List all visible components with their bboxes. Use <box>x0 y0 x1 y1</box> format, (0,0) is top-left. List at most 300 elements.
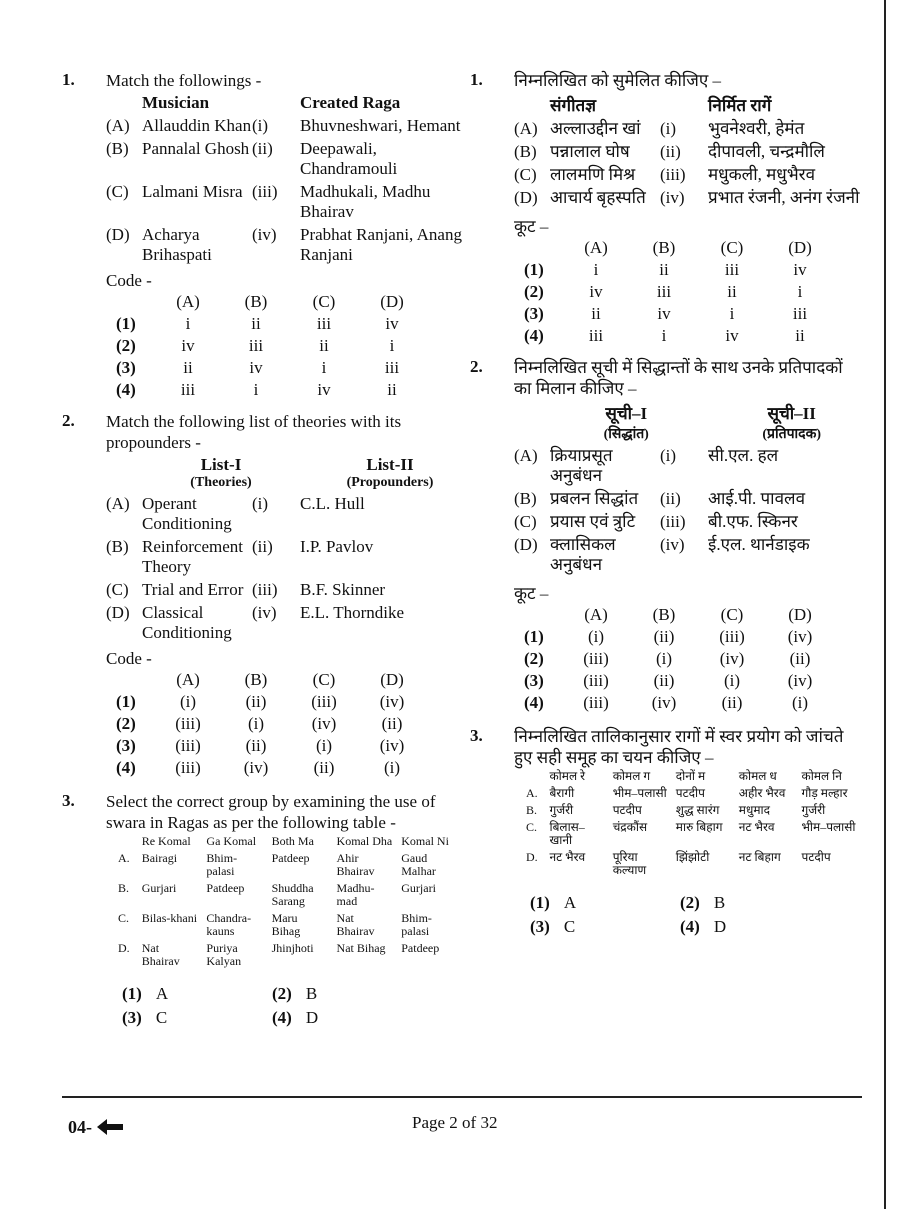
code-cell: (C) <box>720 238 744 257</box>
row-key: (C) <box>514 165 537 184</box>
row-roman: (ii) <box>660 142 681 161</box>
code-cell: ii <box>387 380 397 399</box>
match-rows <box>62 116 462 265</box>
raga-row <box>522 849 860 879</box>
code-cell: (i) <box>587 627 605 646</box>
row-key: (A) <box>514 446 538 465</box>
row-roman: (iv) <box>660 188 685 207</box>
raga-cell: गुर्जरी <box>801 803 826 817</box>
raga-cell: पटदीप <box>612 803 642 817</box>
code-cell: i <box>321 358 327 377</box>
answer-option <box>272 1008 422 1028</box>
row-key: (A) <box>106 116 130 135</box>
list-headers <box>106 455 462 491</box>
row-roman: (iv) <box>252 603 277 622</box>
code-cell: (2) <box>116 714 136 733</box>
code-cell: iii <box>724 260 740 279</box>
code-cell: (i) <box>383 758 401 777</box>
raga-table <box>522 768 860 879</box>
raga-cell: नट बिहाग <box>738 850 781 864</box>
answer-option <box>530 917 680 937</box>
footer-divider <box>62 1096 862 1098</box>
code-cell: (iv) <box>379 736 405 755</box>
question-3-en <box>62 791 462 1028</box>
match-headers <box>514 93 860 116</box>
code-cell: (B) <box>244 292 268 311</box>
code-cell: (ii) <box>789 649 811 668</box>
code-cell: (B) <box>652 605 676 624</box>
code-cell: (i) <box>723 671 741 690</box>
match-row <box>106 603 462 643</box>
code-table <box>524 237 834 347</box>
raga-cell: C. <box>526 820 538 834</box>
question-text: निम्नलिखित को सुमेलित कीजिए – <box>514 71 722 90</box>
row-item: Acharya Brihaspati <box>142 225 212 264</box>
raga-cell: मधुमाद <box>738 803 771 817</box>
raga-cell: Nat Bhairav <box>336 911 375 938</box>
question-text: निम्नलिखित तालिकानुसार रागों में स्वर प्रयोग को जांचते हुए सही समूह का चयन कीजिए – <box>514 727 844 767</box>
answer-option <box>530 893 680 913</box>
code-row <box>524 303 834 325</box>
code-cell: (2) <box>524 282 544 301</box>
option-value: D <box>713 917 727 936</box>
code-cell: (B) <box>652 238 676 257</box>
raga-cell: पूरिया कल्याण <box>612 850 647 877</box>
match-row <box>106 139 462 179</box>
row-match: दीपावली, चन्द्रमौलि <box>708 142 825 161</box>
code-row <box>524 259 834 281</box>
raga-cell: नट भैरव <box>738 820 775 834</box>
row-item: पन्नालाल घोष <box>550 142 630 161</box>
row-match: सी.एल. हल <box>708 446 779 465</box>
option-value: B <box>713 893 726 912</box>
row-key: (D) <box>514 188 538 207</box>
question-2-hi <box>470 357 860 714</box>
left-arrow-icon <box>97 1119 123 1135</box>
raga-cell: गुर्जरी <box>549 803 574 817</box>
row-match: भुवनेश्वरी, हेमंत <box>708 119 805 138</box>
match-rows <box>62 494 462 643</box>
option-number: (4) <box>680 917 700 936</box>
list-headers <box>514 401 860 443</box>
raga-cell: Patdeep <box>401 941 440 955</box>
code-table <box>116 669 426 779</box>
code-cell: iii <box>248 336 264 355</box>
code-header-row <box>116 291 426 313</box>
list-b-head: निर्मित रागें <box>708 96 772 115</box>
question-text: Match the following list of theories with its propounders - <box>106 412 402 452</box>
code-cell: (1) <box>116 692 136 711</box>
match-row <box>514 188 860 208</box>
list-i-subtitle: (सिद्धांत) <box>603 427 649 442</box>
list-a-head: Musician <box>142 93 210 112</box>
raga-cell: D. <box>118 941 130 955</box>
code-table <box>116 291 426 401</box>
raga-cell: गौड़ मल्हार <box>801 786 848 800</box>
code-cell: iv <box>657 304 671 323</box>
code-cell: (iv) <box>787 627 813 646</box>
row-match: मधुकली, मधुभैरव <box>708 165 816 184</box>
code-cell: (ii) <box>653 671 675 690</box>
code-cell <box>524 237 562 259</box>
raga-row <box>522 819 860 849</box>
raga-header-row <box>114 833 462 850</box>
code-cell: (ii) <box>245 736 267 755</box>
row-roman: (i) <box>252 494 269 513</box>
row-key: (B) <box>106 537 129 556</box>
row-item: आचार्य बृहस्पति <box>550 188 646 207</box>
option-number: (3) <box>530 917 550 936</box>
list-i-head <box>142 455 300 491</box>
code-cell: iv <box>793 260 807 279</box>
code-cell: (i) <box>315 736 333 755</box>
raga-header-cell: कोमल ग <box>612 769 651 783</box>
row-roman: (ii) <box>252 537 273 556</box>
question-2-en <box>62 411 462 779</box>
option-value: B <box>305 984 318 1003</box>
question-number: 3. <box>62 791 75 810</box>
code-cell: (1) <box>116 314 136 333</box>
list-ii-head <box>320 455 460 491</box>
answer-option <box>680 893 830 913</box>
code-cell: i <box>253 380 259 399</box>
answer-options <box>530 893 860 937</box>
list-ii-head <box>723 401 860 443</box>
row-roman: (ii) <box>252 139 273 158</box>
code-cell: (C) <box>720 605 744 624</box>
row-item: प्रयास एवं त्रुटि <box>550 512 636 531</box>
option-number: (1) <box>530 893 550 912</box>
code-cell: (1) <box>524 627 544 646</box>
code-cell: iv <box>725 326 739 345</box>
code-cell: i <box>661 326 667 345</box>
code-cell: (iv) <box>379 692 405 711</box>
code-cell: (A) <box>584 605 608 624</box>
code-cell: i <box>389 336 395 355</box>
match-row <box>514 446 860 486</box>
raga-cell: Patdeep <box>206 881 245 895</box>
code-cell: (3) <box>524 671 544 690</box>
raga-cell: भीम–पलासी <box>801 820 856 834</box>
row-key: (B) <box>514 489 537 508</box>
raga-cell: चंद्रकौंस <box>612 820 648 834</box>
raga-cell: Nat Bhairav <box>141 941 180 968</box>
list-ii-title: List-II <box>366 455 414 474</box>
page-edge-line <box>884 0 886 1209</box>
code-cell: iv <box>385 314 399 333</box>
row-match: ई.एल. थार्नडाइक <box>708 535 810 554</box>
row-item: प्रबलन सिद्धांत <box>550 489 639 508</box>
raga-cell: अहीर भैरव <box>738 786 786 800</box>
code-row <box>116 357 426 379</box>
answer-option <box>272 984 422 1004</box>
code-cell: (4) <box>524 693 544 712</box>
raga-cell: Madhu-mad <box>336 881 375 908</box>
code-row <box>116 313 426 335</box>
code-row <box>524 692 834 714</box>
question-number: 2. <box>470 357 483 376</box>
code-cell: (iv) <box>719 649 745 668</box>
code-cell: (A) <box>584 238 608 257</box>
code-cell <box>524 604 562 626</box>
match-row <box>106 494 462 534</box>
code-cell: i <box>729 304 735 323</box>
row-item: क्लासिकल अनुबंधन <box>550 535 616 574</box>
code-cell: (B) <box>244 670 268 689</box>
raga-header-cell: कोमल नि <box>801 769 842 783</box>
code-cell <box>116 669 154 691</box>
code-cell: (iii) <box>719 627 745 646</box>
code-row <box>524 626 834 648</box>
raga-header-cell: कोमल रे <box>549 769 586 783</box>
list-ii-subtitle: (प्रतिपादक) <box>762 427 822 442</box>
raga-header-row <box>522 768 860 785</box>
code-cell: iii <box>588 326 604 345</box>
row-roman: (iii) <box>660 512 686 531</box>
code-cell: (1) <box>524 260 544 279</box>
code-cell: (D) <box>788 238 812 257</box>
answer-options <box>122 984 462 1028</box>
list-a-head: संगीतज्ञ <box>550 96 597 115</box>
row-key: (B) <box>106 139 129 158</box>
code-row <box>116 379 426 401</box>
match-headers <box>106 93 462 113</box>
match-row <box>106 225 462 265</box>
code-row <box>524 281 834 303</box>
question-number: 1. <box>62 70 75 89</box>
raga-cell: B. <box>526 803 538 817</box>
row-match: आई.पी. पावलव <box>708 489 806 508</box>
code-cell: (3) <box>116 358 136 377</box>
answer-option <box>122 1008 272 1028</box>
raga-cell: Bhim-palasi <box>206 851 238 878</box>
code-table <box>524 604 834 714</box>
code-cell: (iv) <box>311 714 337 733</box>
code-cell: ii <box>659 260 669 279</box>
row-roman: (ii) <box>660 489 681 508</box>
row-item: Classical Conditioning <box>142 603 232 642</box>
code-row <box>524 325 834 347</box>
code-cell: (i) <box>247 714 265 733</box>
code-cell: ii <box>319 336 329 355</box>
code-cell: i <box>797 282 803 301</box>
list-i-head <box>549 401 703 443</box>
row-key: (A) <box>514 119 538 138</box>
list-i-title: सूची–I <box>605 404 648 423</box>
raga-row <box>114 850 462 880</box>
raga-cell: A. <box>526 786 538 800</box>
raga-table <box>114 833 462 970</box>
match-row <box>514 142 860 162</box>
code-row <box>116 735 426 757</box>
code-cell: (iii) <box>311 692 337 711</box>
page-number: Page 2 of 32 <box>412 1113 498 1132</box>
list-i-subtitle: (Theories) <box>190 475 252 490</box>
code-cell: (iii) <box>175 714 201 733</box>
code-cell: ii <box>183 358 193 377</box>
code-cell: iv <box>249 358 263 377</box>
question-1-hi <box>470 70 860 347</box>
code-cell: iii <box>656 282 672 301</box>
match-rows <box>470 119 860 208</box>
raga-cell: बिलास–खानी <box>549 820 585 847</box>
row-key: (C) <box>514 512 537 531</box>
raga-cell: पटदीप <box>675 786 705 800</box>
raga-cell: नट भैरव <box>549 850 586 864</box>
raga-cell: Gaud Malhar <box>401 851 436 878</box>
code-row <box>116 757 426 779</box>
option-value: C <box>563 917 576 936</box>
question-number: 3. <box>470 726 483 745</box>
row-match: प्रभात रंजनी, अनंग रंजनी <box>708 188 860 207</box>
match-row <box>514 512 860 532</box>
match-rows <box>470 446 860 575</box>
raga-cell: B. <box>118 881 130 895</box>
english-column <box>62 70 462 1034</box>
row-match: B.F. Skinner <box>300 580 386 599</box>
code-cell: (i) <box>655 649 673 668</box>
row-key: (A) <box>106 494 130 513</box>
question-3-hi <box>470 726 860 937</box>
code-row <box>116 335 426 357</box>
row-match: C.L. Hull <box>300 494 365 513</box>
code-row <box>116 691 426 713</box>
raga-cell: Bairagi <box>141 851 178 865</box>
row-match: E.L. Thorndike <box>300 603 405 622</box>
list-ii-title: सूची–II <box>767 404 816 423</box>
code-cell: (D) <box>788 605 812 624</box>
raga-header-cell: कोमल ध <box>738 769 777 783</box>
list-i-title: List-I <box>200 455 242 474</box>
row-key: (D) <box>514 535 538 554</box>
match-row <box>106 537 462 577</box>
option-number: (2) <box>272 984 292 1003</box>
option-value: C <box>155 1008 168 1027</box>
raga-cell: झिंझोटी <box>675 850 710 864</box>
raga-cell: शुद्ध सारंग <box>675 803 720 817</box>
raga-cell: Nat Bihag <box>336 941 386 955</box>
code-cell: (iii) <box>175 736 201 755</box>
code-cell: ii <box>795 326 805 345</box>
raga-cell: Gurjari <box>141 881 177 895</box>
code-row <box>524 670 834 692</box>
raga-header-cell: Komal Ni <box>401 834 449 848</box>
option-number: (4) <box>272 1008 292 1027</box>
question-text: Match the followings - <box>106 71 262 90</box>
match-row <box>514 535 860 575</box>
row-roman: (iv) <box>252 225 277 244</box>
option-number: (1) <box>122 984 142 1003</box>
row-item: क्रियाप्रसूत अनुबंधन <box>550 446 613 485</box>
raga-row <box>114 910 462 940</box>
code-cell: (iii) <box>583 671 609 690</box>
code-row <box>116 713 426 735</box>
row-item: लालमणि मिश्र <box>550 165 636 184</box>
question-number: 2. <box>62 411 75 430</box>
code-label: Code - <box>106 271 152 290</box>
raga-cell: Gurjari <box>401 881 436 895</box>
question-number: 1. <box>470 70 483 89</box>
raga-cell: C. <box>118 911 130 925</box>
code-cell: (i) <box>791 693 809 712</box>
code-cell: (4) <box>116 380 136 399</box>
match-row <box>106 116 462 136</box>
row-match: Madhukali, Madhu Bhairav <box>300 182 431 221</box>
option-number: (3) <box>122 1008 142 1027</box>
option-value: A <box>155 984 169 1003</box>
raga-row <box>114 940 462 970</box>
raga-row <box>522 785 860 802</box>
code-cell: (A) <box>176 292 200 311</box>
code-cell: (2) <box>524 649 544 668</box>
code-cell: (3) <box>116 736 136 755</box>
raga-cell: भीम–पलासी <box>612 786 667 800</box>
raga-header-cell: Komal Dha <box>336 834 393 848</box>
booklet-code-text: 04- <box>68 1117 92 1137</box>
question-text: निम्नलिखित सूची में सिद्धान्तों के साथ उनके प्रतिपादकों का मिलान कीजिए – <box>514 358 843 398</box>
raga-header-cell <box>114 833 138 850</box>
code-cell: (ii) <box>381 714 403 733</box>
code-label: कूट – <box>514 217 549 236</box>
code-cell: (D) <box>380 292 404 311</box>
code-cell: (iii) <box>583 649 609 668</box>
row-match: Deepawali, Chandramouli <box>300 139 398 178</box>
raga-header-cell: दोनों म <box>675 769 706 783</box>
row-item: Operant Conditioning <box>142 494 232 533</box>
raga-cell: Ahir Bhairav <box>336 851 375 878</box>
code-cell: iii <box>792 304 808 323</box>
raga-cell: मारु बिहाग <box>675 820 723 834</box>
match-row <box>106 182 462 222</box>
code-cell: (i) <box>179 692 197 711</box>
row-key: (C) <box>106 580 129 599</box>
row-item: Trial and Error <box>142 580 244 599</box>
code-header-row <box>116 669 426 691</box>
code-cell: ii <box>727 282 737 301</box>
row-key: (D) <box>106 603 130 622</box>
raga-row <box>114 880 462 910</box>
raga-cell: बैरागी <box>549 786 575 800</box>
code-cell: iii <box>316 314 332 333</box>
code-cell: iv <box>589 282 603 301</box>
code-cell: (D) <box>380 670 404 689</box>
row-match: बी.एफ. स्किनर <box>708 512 798 531</box>
code-cell: i <box>593 260 599 279</box>
raga-cell: A. <box>118 851 130 865</box>
raga-header-cell: Both Ma <box>271 834 314 848</box>
code-cell <box>116 291 154 313</box>
raga-cell: Maru Bihag <box>271 911 301 938</box>
code-cell: iii <box>180 380 196 399</box>
raga-cell: Puriya Kalyan <box>206 941 242 968</box>
raga-cell: Jhinjhoti <box>271 941 314 955</box>
code-cell: iv <box>317 380 331 399</box>
raga-row <box>522 802 860 819</box>
option-value: A <box>563 893 577 912</box>
row-key: (D) <box>106 225 130 244</box>
list-ii-subtitle: (Propounders) <box>346 475 434 490</box>
code-header-row <box>524 604 834 626</box>
match-row <box>514 165 860 185</box>
code-cell: (iii) <box>175 758 201 777</box>
row-roman: (iii) <box>660 165 686 184</box>
hindi-column <box>470 70 860 943</box>
raga-cell: Chandra-kauns <box>206 911 252 938</box>
row-roman: (iii) <box>252 182 278 201</box>
question-1-en <box>62 70 462 401</box>
raga-header-cell: Ga Komal <box>206 834 257 848</box>
code-cell: (iv) <box>651 693 677 712</box>
